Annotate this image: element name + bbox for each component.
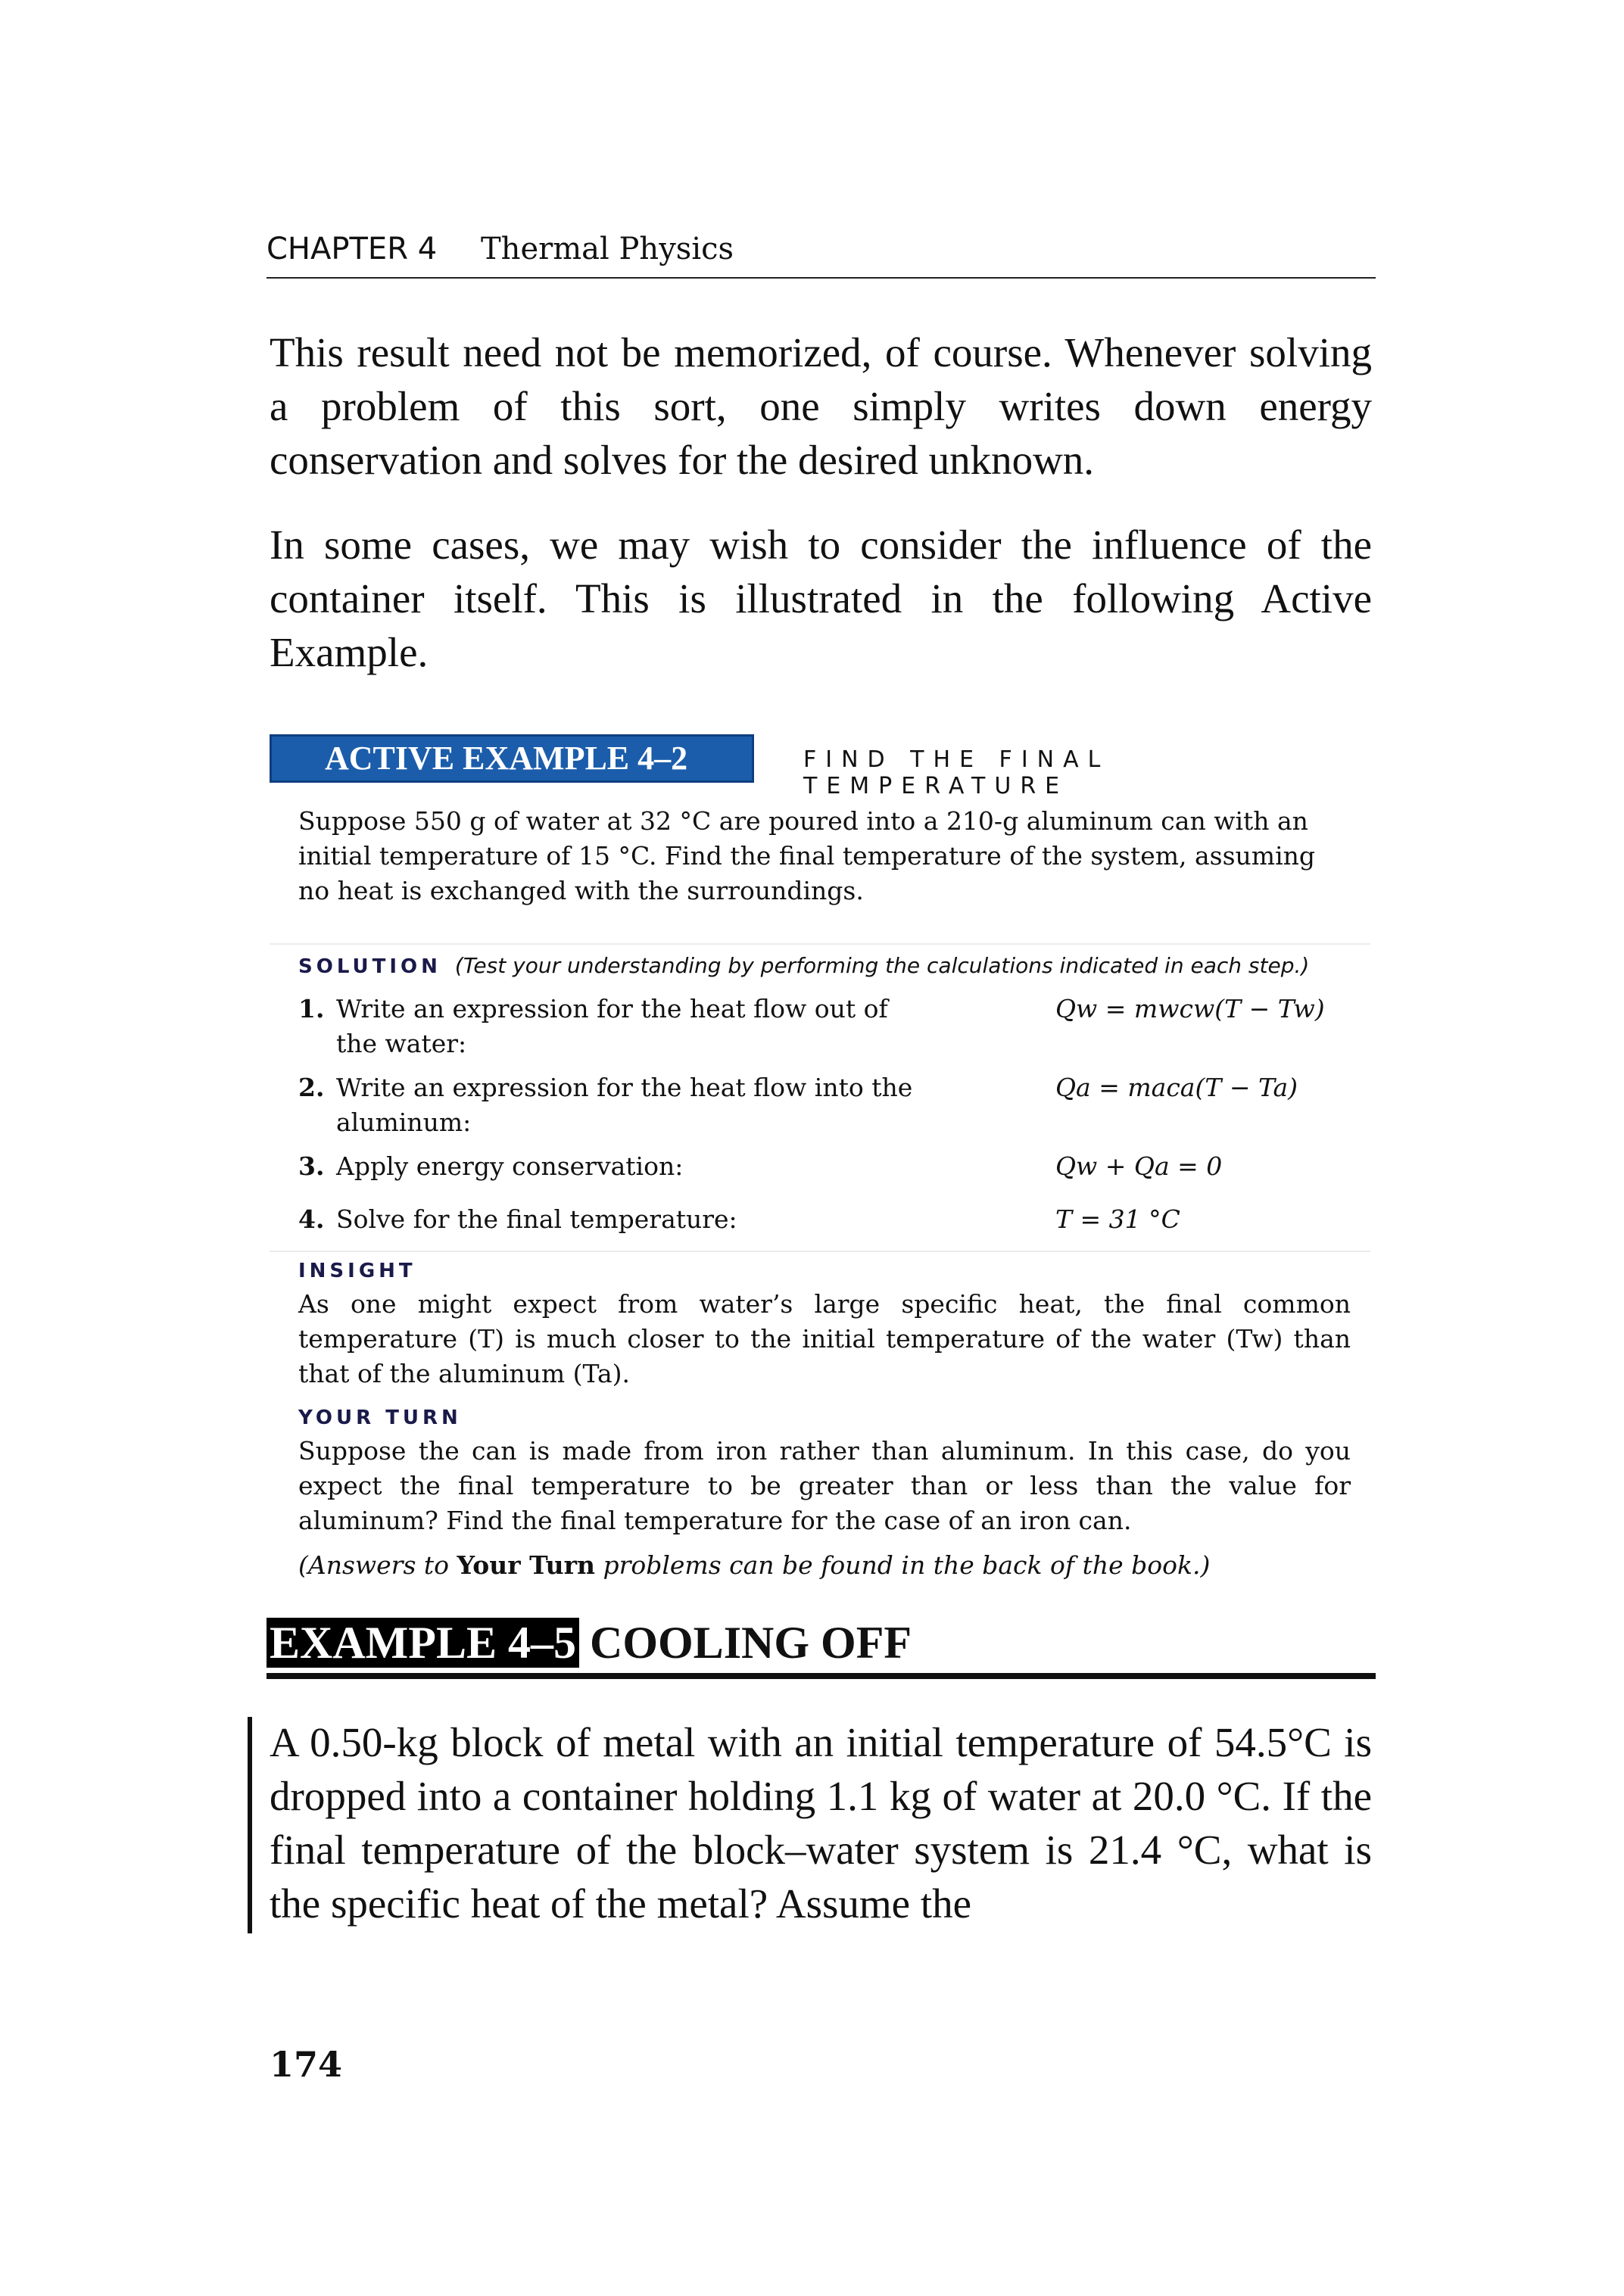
answers-note: [298, 1550, 1210, 1580]
active-example-label: ACTIVE EXAMPLE 4–2: [270, 734, 754, 783]
solution-heading: [298, 952, 1309, 979]
example-margin-bar: [248, 1717, 252, 1933]
insight-text: As one might expect from water’s large specific heat, the final common temperature (T) is much closer to the initial temperature of the water (Tw) than that of the aluminum (Ta).: [298, 1289, 1351, 1388]
chapter-title: Thermal Physics: [481, 232, 734, 266]
body-paragraph-1: This result need not be memorized, of course. Whenever solving a problem of this sort, one simply writes down energy conservation and solves for the desired unknown.: [270, 329, 1372, 483]
answers-bold: Your Turn: [457, 1550, 595, 1580]
separator: [270, 943, 1370, 945]
your-turn-text: Suppose the can is made from iron rather than aluminum. In this case, do you expect the final temperature to be greater than or less than the value for aluminum? Find the final temperature for the case of an iron can.: [298, 1436, 1351, 1535]
solution-note: (Test your understanding by performing the calculations indicated in each step.): [454, 953, 1310, 978]
page-number: 174: [270, 2044, 343, 2085]
example-text: A 0.50-kg block of metal with an initial temperature of 54.5°C is dropped into a container holding 1.1 kg of water at 20.0 °C. If the final temperature of the block–water system is 21.4 °C, what is the specific heat of the metal? Assume the: [270, 1719, 1372, 1927]
active-example-problem: Suppose 550 g of water at 32 °C are poured into a 210-g aluminum can with an initial temperature of 15 °C. Find the final temperature of the system, assuming no heat is exchanged with the surroundings.: [298, 806, 1316, 905]
chapter-label: CHAPTER 4: [267, 232, 438, 266]
example-label: EXAMPLE 4–5: [267, 1618, 579, 1668]
example-heading: [267, 1612, 1376, 1679]
step-number: 4.: [298, 1204, 325, 1234]
step-equation: Qw = mwcw(T − Tw): [1055, 994, 1325, 1023]
your-turn-heading: YOUR TURN: [298, 1407, 462, 1429]
step-equation: Qw + Qa = 0: [1055, 1151, 1223, 1181]
step-text: Write an expression for the heat flow out of the water:: [336, 994, 888, 1058]
body-paragraph-2: In some cases, we may wish to consider the influence of the container itself. This is illustrated in the following Active Example.: [270, 522, 1372, 675]
step-text: Apply energy conservation:: [336, 1151, 684, 1181]
active-example-box: [270, 719, 1370, 1586]
answers-suffix: problems can be found in the back of the book.): [594, 1550, 1211, 1580]
step-equation: Qa = maca(T − Ta): [1055, 1073, 1298, 1102]
step-number: 3.: [298, 1151, 325, 1181]
step-number: 1.: [298, 994, 325, 1023]
step-equation: T = 31 °C: [1055, 1204, 1180, 1234]
insight-heading: INSIGHT: [298, 1260, 416, 1282]
example-title: COOLING OFF: [590, 1618, 912, 1668]
step-text: Solve for the final temperature:: [336, 1204, 737, 1234]
running-header: [267, 229, 1376, 279]
answers-prefix: (Answers to: [298, 1550, 457, 1580]
separator: [270, 1251, 1370, 1252]
step-text: Write an expression for the heat flow into the aluminum:: [336, 1073, 913, 1137]
solution-label: SOLUTION: [298, 955, 441, 978]
active-example-heading: FIND THE FINAL TEMPERATURE: [803, 746, 1110, 799]
step-number: 2.: [298, 1073, 325, 1102]
